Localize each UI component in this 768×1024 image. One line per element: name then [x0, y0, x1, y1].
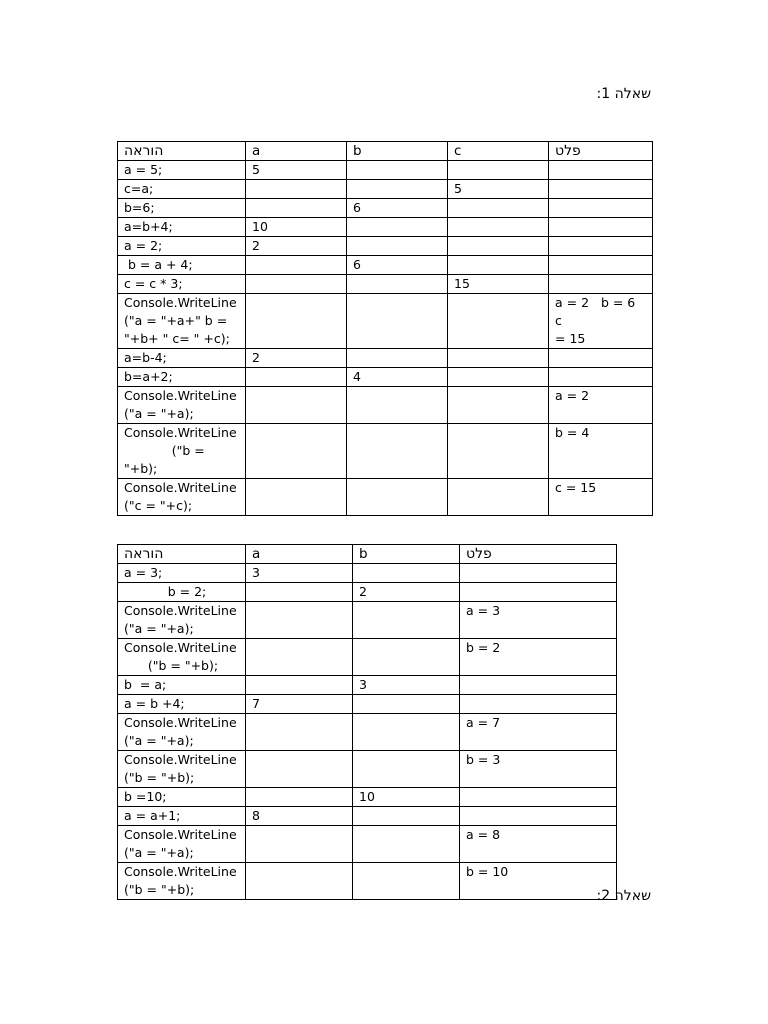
- cell-output: c = 15: [549, 479, 653, 516]
- cell-output: a = 3: [460, 602, 617, 639]
- cell-output: [460, 807, 617, 826]
- cell-a: [246, 275, 347, 294]
- table-row: [118, 695, 617, 714]
- table-1-body: [118, 161, 653, 516]
- table-row: [118, 237, 653, 256]
- cell-output: a = 2: [549, 387, 653, 424]
- cell-instruction: Console.WriteLine ("b = "+b);: [118, 639, 246, 676]
- cell-output: [549, 199, 653, 218]
- cell-b: 2: [353, 583, 460, 602]
- cell-b: [353, 807, 460, 826]
- cell-a: [246, 788, 353, 807]
- cell-c: [448, 424, 549, 479]
- table-row: [118, 751, 617, 788]
- cell-a: 2: [246, 349, 347, 368]
- cell-output: [549, 368, 653, 387]
- cell-output: [549, 275, 653, 294]
- cell-b: [353, 602, 460, 639]
- cell-instruction: Console.WriteLine ("a = "+a);: [118, 714, 246, 751]
- table-row: [118, 583, 617, 602]
- cell-b: [347, 349, 448, 368]
- cell-output: [549, 349, 653, 368]
- cell-instruction: c=a;: [118, 180, 246, 199]
- cell-a: [246, 424, 347, 479]
- cell-instruction: b = a + 4;: [118, 256, 246, 275]
- cell-c: [448, 349, 549, 368]
- cell-a: 3: [246, 564, 353, 583]
- header-a: a: [246, 142, 347, 161]
- table-row: [118, 161, 653, 180]
- cell-c: [448, 387, 549, 424]
- cell-instruction: Console.WriteLine ("a = "+a);: [118, 602, 246, 639]
- cell-instruction: b =10;: [118, 788, 246, 807]
- cell-output: b = 2: [460, 639, 617, 676]
- cell-instruction: Console.WriteLine ("b = "+b);: [118, 424, 246, 479]
- trace-table-2: [117, 544, 617, 900]
- table-1-header: [118, 142, 653, 161]
- table-row: [118, 676, 617, 695]
- cell-a: 2: [246, 237, 347, 256]
- cell-output: [460, 695, 617, 714]
- cell-b: [347, 294, 448, 349]
- cell-instruction: Console.WriteLine ("a = "+a+" b = "+b+ " c= " +c);: [118, 294, 246, 349]
- table-row: [118, 180, 653, 199]
- table-row: [118, 349, 653, 368]
- table-row: [118, 294, 653, 349]
- cell-c: [448, 368, 549, 387]
- cell-b: 6: [347, 199, 448, 218]
- cell-output: [460, 583, 617, 602]
- table-row: [118, 199, 653, 218]
- cell-output: b = 4: [549, 424, 653, 479]
- cell-b: [347, 479, 448, 516]
- cell-a: [246, 602, 353, 639]
- table-row: [118, 639, 617, 676]
- table-row: [118, 256, 653, 275]
- cell-b: [353, 639, 460, 676]
- cell-instruction: b=a+2;: [118, 368, 246, 387]
- cell-b: [347, 180, 448, 199]
- cell-output: b = 10: [460, 863, 617, 900]
- cell-b: [347, 161, 448, 180]
- cell-c: 5: [448, 180, 549, 199]
- cell-b: [347, 275, 448, 294]
- cell-output: a = 8: [460, 826, 617, 863]
- table-row: [118, 564, 617, 583]
- cell-b: [353, 714, 460, 751]
- cell-a: [246, 199, 347, 218]
- header-b: b: [353, 545, 460, 564]
- cell-instruction: a=b+4;: [118, 218, 246, 237]
- table-row: [118, 218, 653, 237]
- header-output: פלט: [549, 142, 653, 161]
- cell-instruction: Console.WriteLine ("c = "+c);: [118, 479, 246, 516]
- cell-output: a = 7: [460, 714, 617, 751]
- cell-b: 10: [353, 788, 460, 807]
- table-2-header: [118, 545, 617, 564]
- table-row: [118, 479, 653, 516]
- cell-c: 15: [448, 275, 549, 294]
- table-row: [118, 788, 617, 807]
- cell-a: [246, 180, 347, 199]
- cell-instruction: b = a;: [118, 676, 246, 695]
- cell-output: a = 2 b = 6 c = 15: [549, 294, 653, 349]
- table-row: [118, 602, 617, 639]
- question-2-title: שאלה 2:: [596, 888, 651, 904]
- cell-a: 5: [246, 161, 347, 180]
- cell-instruction: a = b +4;: [118, 695, 246, 714]
- cell-c: [448, 256, 549, 275]
- cell-b: [353, 695, 460, 714]
- cell-c: [448, 237, 549, 256]
- cell-instruction: a=b-4;: [118, 349, 246, 368]
- cell-b: [353, 564, 460, 583]
- header-instruction: הוראה: [118, 545, 246, 564]
- cell-a: [246, 368, 347, 387]
- cell-c: [448, 161, 549, 180]
- table-row: [118, 387, 653, 424]
- cell-b: [353, 751, 460, 788]
- cell-instruction: Console.WriteLine ("b = "+b);: [118, 863, 246, 900]
- cell-instruction: b=6;: [118, 199, 246, 218]
- cell-instruction: a = 5;: [118, 161, 246, 180]
- cell-output: [549, 218, 653, 237]
- cell-instruction: a = 2;: [118, 237, 246, 256]
- header-a: a: [246, 545, 353, 564]
- question-1-title: שאלה 1:: [596, 86, 651, 102]
- table-2-body: [118, 564, 617, 900]
- cell-a: [246, 639, 353, 676]
- cell-b: 4: [347, 368, 448, 387]
- cell-output: [549, 180, 653, 199]
- table-row: [118, 424, 653, 479]
- table-row: [118, 714, 617, 751]
- cell-b: [353, 863, 460, 900]
- cell-c: [448, 199, 549, 218]
- cell-output: [460, 564, 617, 583]
- cell-b: [353, 826, 460, 863]
- cell-b: [347, 424, 448, 479]
- header-b: b: [347, 142, 448, 161]
- table-row: [118, 826, 617, 863]
- cell-instruction: a = 3;: [118, 564, 246, 583]
- cell-c: [448, 294, 549, 349]
- table-row: [118, 863, 617, 900]
- cell-a: 10: [246, 218, 347, 237]
- header-output: פלט: [460, 545, 617, 564]
- cell-a: 8: [246, 807, 353, 826]
- cell-instruction: b = 2;: [118, 583, 246, 602]
- cell-b: [347, 387, 448, 424]
- trace-table-1: [117, 141, 653, 516]
- cell-a: [246, 583, 353, 602]
- table-row: [118, 275, 653, 294]
- cell-instruction: Console.WriteLine ("a = "+a);: [118, 826, 246, 863]
- cell-instruction: a = a+1;: [118, 807, 246, 826]
- cell-output: [549, 161, 653, 180]
- cell-b: [347, 237, 448, 256]
- cell-a: [246, 676, 353, 695]
- header-c: c: [448, 142, 549, 161]
- cell-output: [460, 676, 617, 695]
- cell-a: [246, 714, 353, 751]
- cell-a: [246, 387, 347, 424]
- cell-c: [448, 218, 549, 237]
- table-row: [118, 368, 653, 387]
- cell-output: b = 3: [460, 751, 617, 788]
- cell-a: [246, 751, 353, 788]
- cell-a: [246, 826, 353, 863]
- cell-instruction: Console.WriteLine ("a = "+a);: [118, 387, 246, 424]
- cell-a: 7: [246, 695, 353, 714]
- cell-b: 3: [353, 676, 460, 695]
- cell-a: [246, 294, 347, 349]
- cell-instruction: Console.WriteLine ("b = "+b);: [118, 751, 246, 788]
- cell-instruction: c = c * 3;: [118, 275, 246, 294]
- cell-b: [347, 218, 448, 237]
- cell-output: [549, 256, 653, 275]
- cell-c: [448, 479, 549, 516]
- table-row: [118, 807, 617, 826]
- header-instruction: הוראה: [118, 142, 246, 161]
- cell-a: [246, 479, 347, 516]
- cell-b: 6: [347, 256, 448, 275]
- cell-output: [549, 237, 653, 256]
- cell-output: [460, 788, 617, 807]
- cell-a: [246, 256, 347, 275]
- cell-a: [246, 863, 353, 900]
